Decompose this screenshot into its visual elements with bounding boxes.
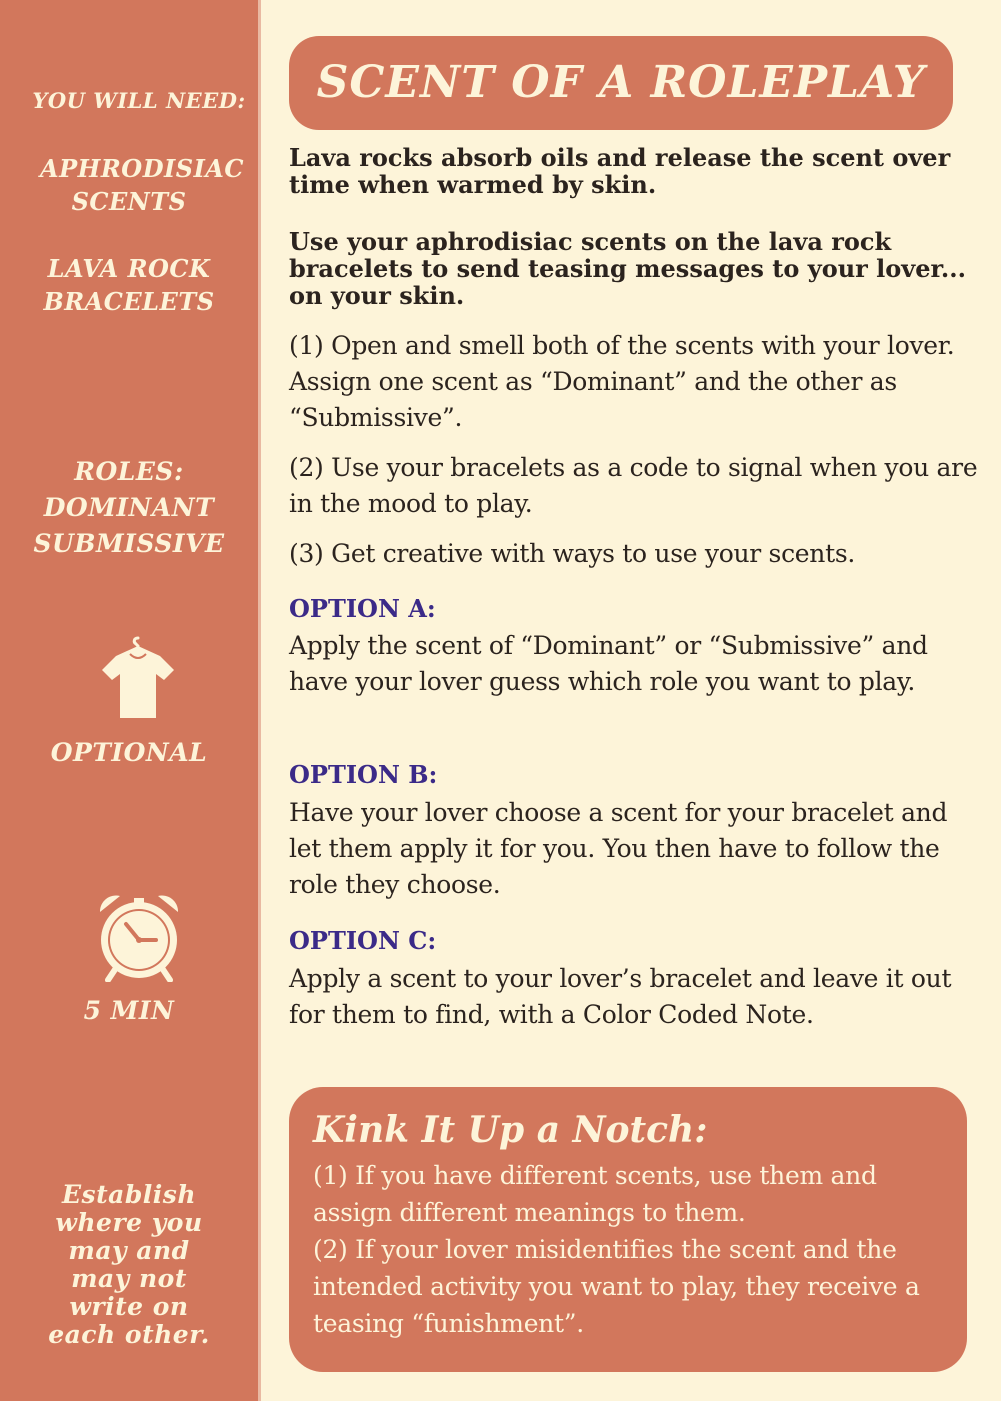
alarm-clock-icon — [96, 892, 182, 982]
step-1: (1) Open and smell both of the scents with your lover. Assign one scent as “Dominant” and the other as “Submissive”. — [289, 331, 955, 432]
option-a-text: Apply the scent of “Dominant” or “Submissive” and have your lover guess which role you want to play. — [289, 631, 928, 696]
step-3: (3) Get creative with ways to use your scents. — [289, 539, 856, 568]
page-title: SCENT OF A ROLEPLAY — [316, 57, 926, 108]
intro-paragraph-1: Lava rocks absorb oils and release the scent over time when warmed by skin. — [289, 143, 951, 199]
shirt-icon — [100, 636, 176, 720]
option-b-text: Have your lover choose a scent for your bracelet and let them apply it for you. You then have to follow the role they choose. — [289, 798, 948, 899]
kink-it-up-box — [289, 1087, 967, 1372]
intro-paragraph-2: Use your aphrodisiac scents on the lava rock bracelets to send teasing messages to your lover... on your skin. — [289, 227, 966, 310]
title-banner — [289, 36, 953, 130]
establish-boundaries-note: Establish where you may and may not write on each other. — [48, 1180, 210, 1349]
supply-aphrodisiac-scents: APHRODISIAC SCENTS — [40, 154, 245, 216]
duration-label: 5 MIN — [83, 996, 175, 1025]
sidebar — [0, 0, 258, 1401]
you-will-need-heading: YOU WILL NEED: — [32, 88, 246, 113]
option-c-text: Apply a scent to your lover’s bracelet and leave it out for them to find, with a Color Coded Note. — [289, 964, 952, 1029]
kink-tip-1: (1) If you have different scents, use them and assign different meanings to them. — [313, 1161, 877, 1227]
kink-title: Kink It Up a Notch: — [313, 1109, 708, 1151]
kink-tip-2: (2) If your lover misidentifies the scent and the intended activity you want to play, they receive a teasing “funishment”. — [313, 1235, 920, 1338]
option-a-heading: OPTION A: — [289, 594, 436, 623]
attire-optional-label: OPTIONAL — [50, 738, 208, 767]
option-c-heading: OPTION C: — [289, 926, 437, 955]
option-b-heading: OPTION B: — [289, 760, 438, 789]
sidebar-divider — [258, 0, 261, 1401]
roles-label: ROLES: DOMINANT SUBMISSIVE — [33, 457, 225, 558]
step-2: (2) Use your bracelets as a code to signal when you are in the mood to play. — [289, 453, 978, 518]
supply-lava-rock-bracelets: LAVA ROCK BRACELETS — [43, 254, 215, 316]
